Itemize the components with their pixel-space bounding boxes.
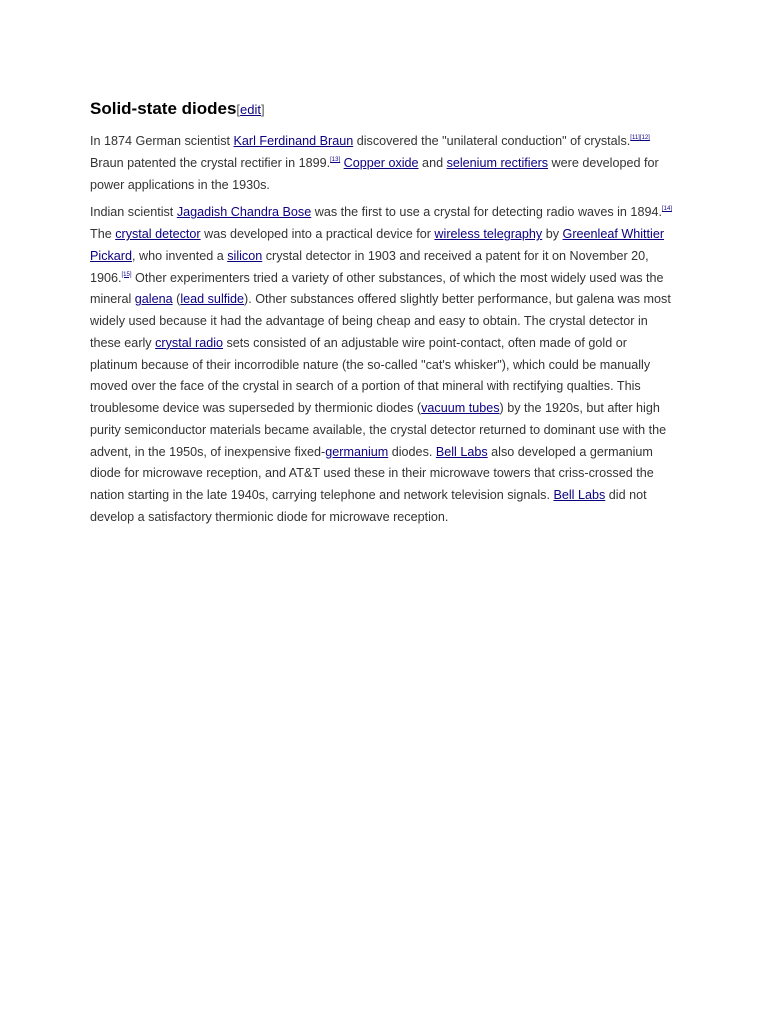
link-wireless-telegraphy[interactable]: wireless telegraphy bbox=[434, 227, 543, 241]
text: and bbox=[418, 155, 447, 170]
paragraph-braun bbox=[90, 131, 676, 196]
citation-14 bbox=[662, 206, 672, 212]
link-bell-labs[interactable]: Bell Labs bbox=[553, 488, 606, 502]
citation-link-14[interactable]: [14] bbox=[661, 206, 672, 213]
section-heading bbox=[90, 96, 676, 123]
text: was the first to use a crystal for detecting radio waves in 1894. bbox=[311, 205, 662, 220]
edit-section bbox=[236, 102, 264, 117]
article-section bbox=[90, 96, 676, 535]
text: also developed a germanium diode for microwave reception, and AT&T used these in their microwave towers that criss-crossed the nation starting in the late 1940s, carrying telephone and network television signals. bbox=[90, 444, 654, 502]
text: sets consisted of an adjustable wire point-contact, often made of gold or platinum because of their incorrodible nature (the so-called "cat's whisker"), which could be manually moved over the face of the crystal in search of a portion of that mineral with rectifying qualties. This troublesome device was superseded by thermionic diodes ( bbox=[90, 335, 651, 415]
link-copper-oxide[interactable]: Copper oxide bbox=[343, 155, 419, 170]
section-title: Solid-state diodes bbox=[90, 99, 237, 118]
link-lead-sulfide[interactable]: lead sulfide bbox=[180, 292, 245, 307]
text: by bbox=[542, 227, 563, 241]
text: was developed into a practical device for bbox=[200, 227, 435, 241]
citation-11 bbox=[630, 135, 640, 141]
citation-link-15[interactable]: [15] bbox=[121, 271, 132, 278]
text: did not develop a satisfactory thermionic diode for microwave reception. bbox=[90, 488, 647, 524]
link-crystal-detector[interactable]: crystal detector bbox=[115, 227, 201, 241]
link-silicon[interactable]: silicon bbox=[227, 248, 263, 263]
citation-13 bbox=[330, 157, 340, 163]
text: Other experimenters tried a variety of other substances, of which the most widely used was the mineral bbox=[90, 270, 664, 307]
text: ( bbox=[172, 292, 181, 307]
edit-bracket-open: [ bbox=[236, 102, 241, 117]
text: were developed for power applications in the 1930s. bbox=[90, 155, 659, 192]
text: diodes. bbox=[388, 444, 436, 459]
citation-12 bbox=[640, 135, 650, 141]
text: Indian scientist bbox=[90, 205, 177, 220]
text: In 1874 German scientist bbox=[90, 134, 234, 148]
text: crystal detector in 1903 and received a patent for it on November 20, 1906. bbox=[90, 248, 649, 285]
citation-link-11[interactable]: [11] bbox=[630, 135, 640, 141]
link-crystal-radio[interactable]: crystal radio bbox=[155, 335, 223, 350]
link-jagadish-chandra-bose[interactable]: Jagadish Chandra Bose bbox=[176, 205, 312, 220]
text: Braun patented the crystal rectifier in 1899. bbox=[90, 155, 331, 170]
text: discovered the "unilateral conduction" of crystals. bbox=[353, 134, 631, 148]
edit-bracket-close: ] bbox=[261, 102, 265, 117]
edit-link[interactable]: edit bbox=[240, 102, 262, 117]
citation-15 bbox=[122, 272, 132, 278]
citation-link-12[interactable]: [12] bbox=[639, 135, 650, 141]
citation-link-13[interactable]: [13] bbox=[330, 156, 341, 163]
link-germanium[interactable]: germanium bbox=[325, 444, 389, 459]
link-vacuum-tubes[interactable]: vacuum tubes bbox=[421, 401, 500, 415]
text: , who invented a bbox=[132, 248, 228, 263]
text: The bbox=[90, 227, 116, 241]
link-selenium-rectifiers[interactable]: selenium rectifiers bbox=[446, 155, 549, 170]
text: ). Other substances offered slightly better performance, but galena was most widely used because it had the advantage of being cheap and easy to obtain. The crystal detector in these early bbox=[90, 292, 671, 350]
link-karl-ferdinand-braun[interactable]: Karl Ferdinand Braun bbox=[233, 134, 354, 148]
link-greenleaf-whittier-pickard[interactable]: Greenleaf Whittier Pickard bbox=[90, 227, 665, 263]
paragraph-bose bbox=[90, 202, 676, 528]
link-galena[interactable]: galena bbox=[134, 292, 173, 307]
text: ) by the 1920s, but after high purity semiconductor materials became available, the crystal detector returned to dominant use with the advent, in the 1950s, of inexpensive fixed- bbox=[90, 401, 667, 459]
link-bell-labs[interactable]: Bell Labs bbox=[435, 444, 488, 459]
